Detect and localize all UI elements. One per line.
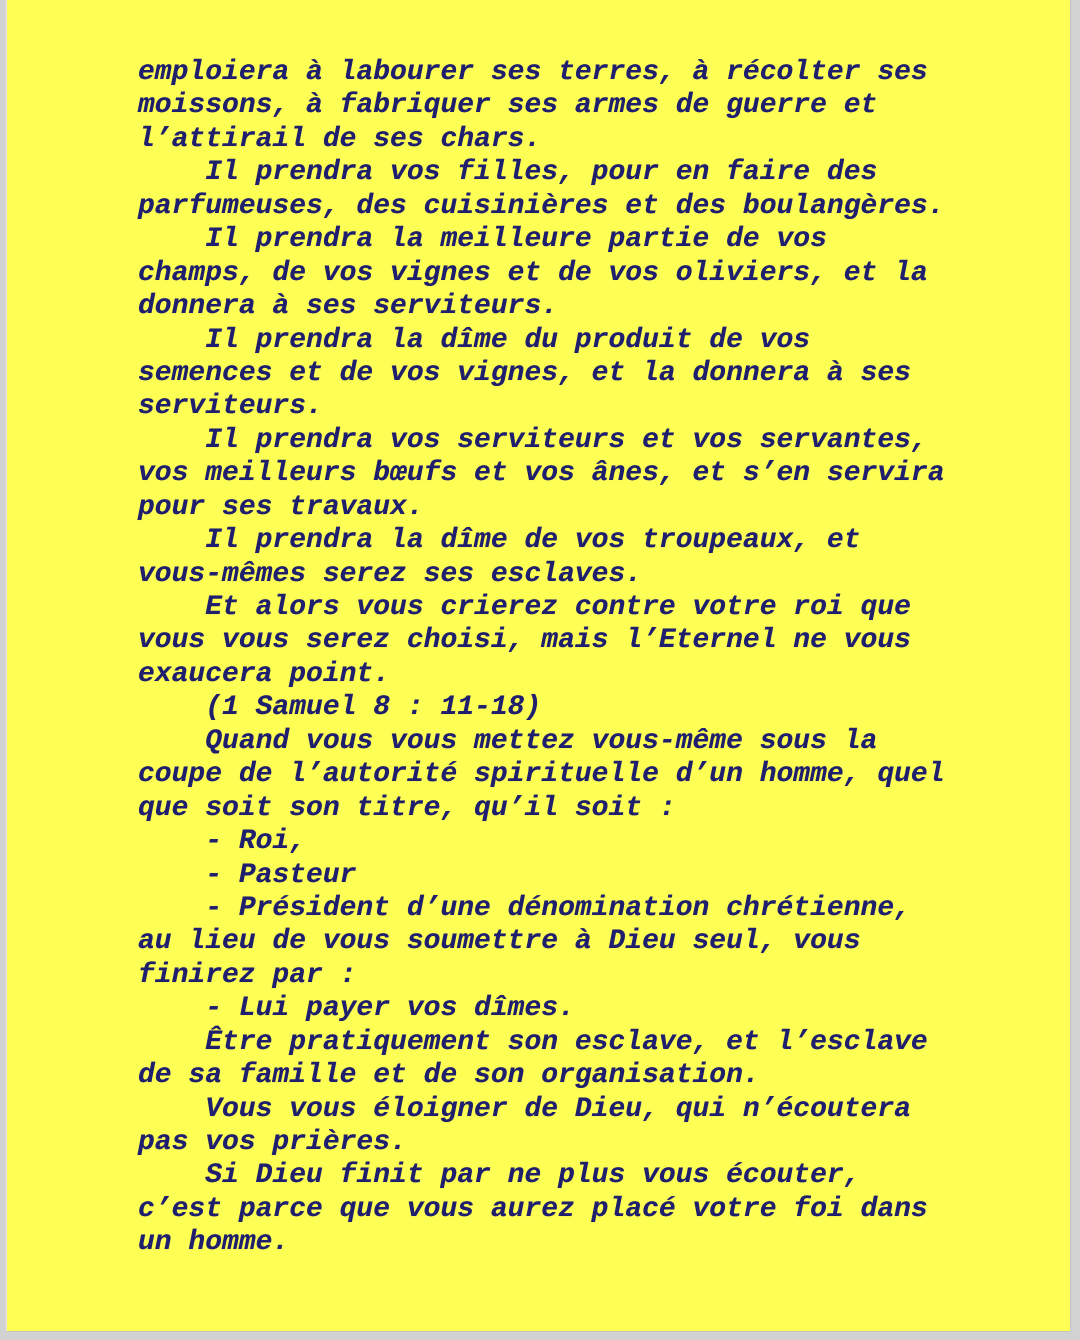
text-line: (1 Samuel 8 : 11-18) [138,692,542,724]
text-line: vos meilleurs bœufs et vos ânes, et s’en servira [138,458,945,490]
text-line: Quand vous vous mettez vous-même sous la [138,725,878,757]
text-line: finirez par : [138,959,357,991]
text-line: l’attirail de ses chars. [138,123,542,155]
text-line: moissons, à fabriquer ses armes de guerre et [138,90,878,122]
text-line: emploiera à labourer ses terres, à récolter ses [138,57,928,88]
text-line: serviteurs. [138,391,323,423]
text-line: pas vos prières. [138,1127,407,1158]
text-line: de sa famille et de son organisation. [138,1060,760,1092]
text-line: Être pratiquement son esclave, et l’esclave [138,1026,928,1058]
text-line: - Président d’une dénomination chrétienne, [138,892,911,924]
text-line: Il prendra la dîme de vos troupeaux, et [138,525,861,557]
text-line: semences et de vos vignes, et la donnera à ses [138,357,911,389]
text-line: exaucera point. [138,658,391,690]
text-line: au lieu de vous soumettre à Dieu seul, vous [138,926,861,958]
text-line: un homme. [138,1227,290,1259]
text-line: donnera à ses serviteurs. [138,291,559,323]
text-line: Il prendra vos serviteurs et vos servantes, [138,424,928,456]
text-line: vous-mêmes serez ses esclaves. [138,558,643,590]
text-line: - Lui payer vos dîmes. [138,993,575,1025]
text-line: vous vous serez choisi, mais l’Eternel ne vous [138,625,911,657]
text-line: parfumeuses, des cuisinières et des boulangères. [138,190,945,222]
text-line: Vous vous éloigner de Dieu, qui n’écoutera [138,1093,911,1125]
text-line: Si Dieu finit par ne plus vous écouter, [138,1160,861,1192]
text-line: champs, de vos vignes et de vos oliviers, et la [138,257,928,289]
book-page [7,0,1070,1331]
page-text [138,56,1050,1260]
text-line: coupe de l’autorité spirituelle d’un homme, quel [138,759,945,791]
text-line: que soit son titre, qu’il soit : [138,792,676,824]
text-line: Il prendra la meilleure partie de vos [138,224,827,256]
text-line: c’est parce que vous aurez placé votre foi dans [138,1193,928,1225]
text-line: Il prendra vos filles, pour en faire des [138,157,878,189]
text-line: Et alors vous crierez contre votre roi que [138,592,911,623]
text-line: Il prendra la dîme du produit de vos [138,324,811,356]
text-line: pour ses travaux. [138,491,424,523]
text-line: - Roi, [138,826,307,858]
text-line: - Pasteur [138,859,357,891]
